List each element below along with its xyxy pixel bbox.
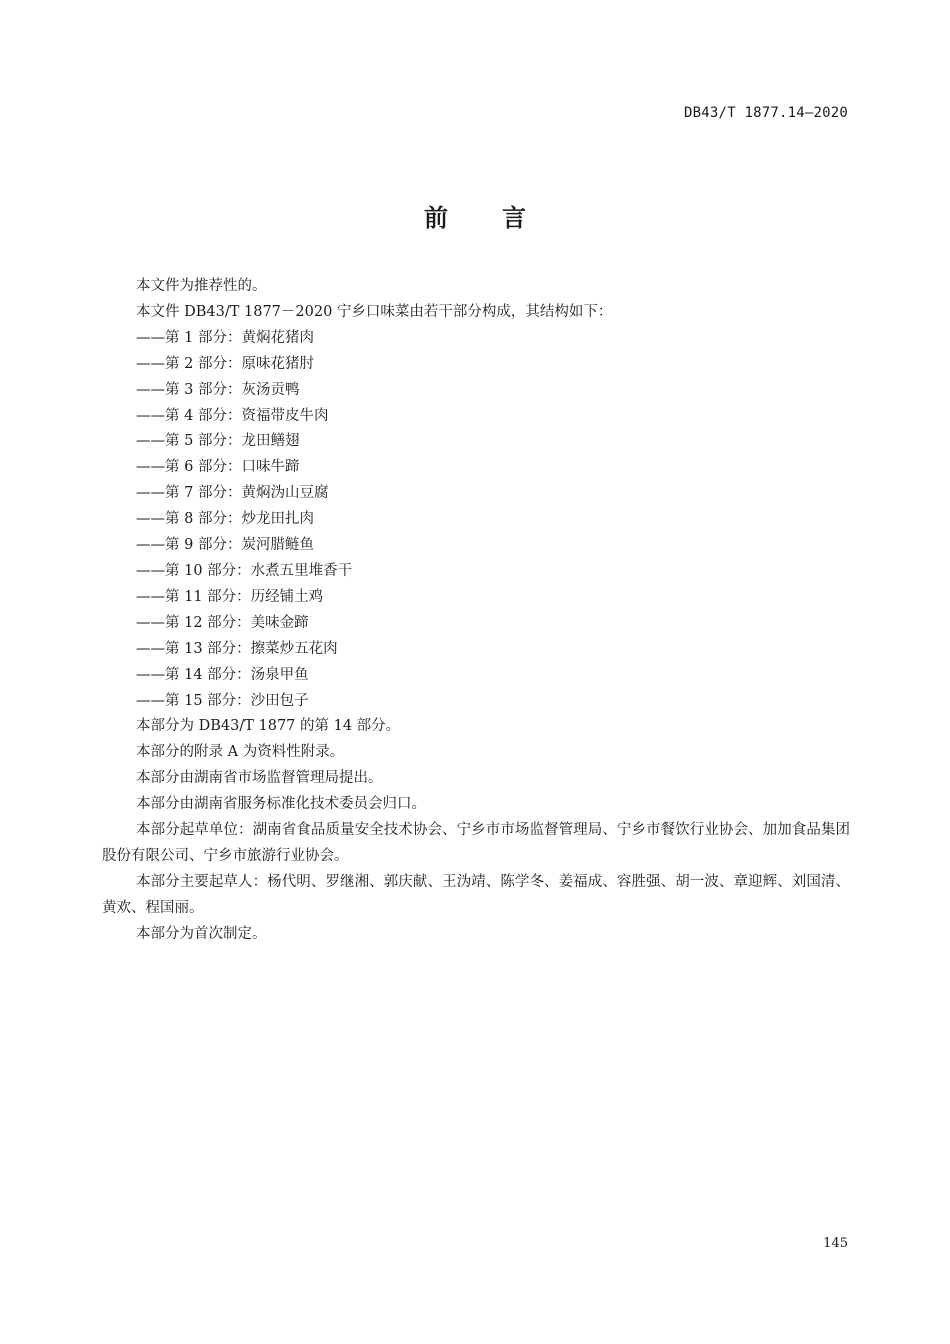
list-item: ——第 10 部分：水煮五里堆香干 <box>136 562 353 579</box>
list-item: ——第 15 部分：沙田包子 <box>136 692 309 709</box>
part-number-statement: 本部分为 DB43/T 1877 的第 14 部分。 <box>136 718 401 735</box>
list-item: ——第 2 部分：原味花猪肘 <box>136 355 314 372</box>
proposer-statement: 本部分由湖南省市场监督管理局提出。 <box>136 770 383 787</box>
list-item: ——第 4 部分：资福带皮牛肉 <box>136 407 329 424</box>
standard-code: DB43/T 1877.14—2020 <box>684 105 848 121</box>
intro-paragraph-2: 本文件 DB43/T 1877－2020 宁乡口味菜由若干部分构成，其结构如下： <box>136 303 613 320</box>
list-item: ——第 13 部分：擦菜炒五花肉 <box>136 640 338 657</box>
drafters: 本部分主要起草人：杨代明、罗继湘、郭庆献、王沩靖、陈学冬、姜福成、容胜强、胡一波、章迎辉、刘国清、黄欢、程国丽。 <box>102 873 850 916</box>
list-item: ——第 5 部分：龙田鳝翅 <box>136 433 300 450</box>
first-edition-statement: 本部分为首次制定。 <box>136 925 267 942</box>
list-item: ——第 12 部分：美味金蹄 <box>136 614 309 631</box>
page-title <box>0 198 950 233</box>
page-number: 145 <box>823 1236 848 1251</box>
list-item: ——第 14 部分：汤泉甲鱼 <box>136 666 309 683</box>
drafting-units: 本部分起草单位：湖南省食品质量安全技术协会、宁乡市市场监督管理局、宁乡市餐饮行业协会、加加食品集团股份有限公司、宁乡市旅游行业协会。 <box>102 822 850 864</box>
list-item: ——第 6 部分：口味牛蹄 <box>136 459 300 476</box>
parts-list <box>102 326 850 715</box>
list-item: ——第 3 部分：灰汤贡鸭 <box>136 381 300 398</box>
list-item: ——第 11 部分：历经铺土鸡 <box>136 588 324 605</box>
intro-paragraph-1: 本文件为推荐性的。 <box>136 278 267 294</box>
annex-statement: 本部分的附录 A 为资料性附录。 <box>136 744 345 761</box>
list-item: ——第 9 部分：炭河腊鲢鱼 <box>136 537 314 554</box>
list-item: ——第 8 部分：炒龙田扎肉 <box>136 511 314 528</box>
list-item: ——第 1 部分：黄焖花猪肉 <box>136 329 314 346</box>
title-char-1: 前 <box>424 204 448 232</box>
foreword-body <box>102 274 850 948</box>
committee-statement: 本部分由湖南省服务标准化技术委员会归口。 <box>136 796 426 813</box>
list-item: ——第 7 部分：黄焖沩山豆腐 <box>136 485 329 502</box>
title-char-2: 言 <box>502 204 526 232</box>
